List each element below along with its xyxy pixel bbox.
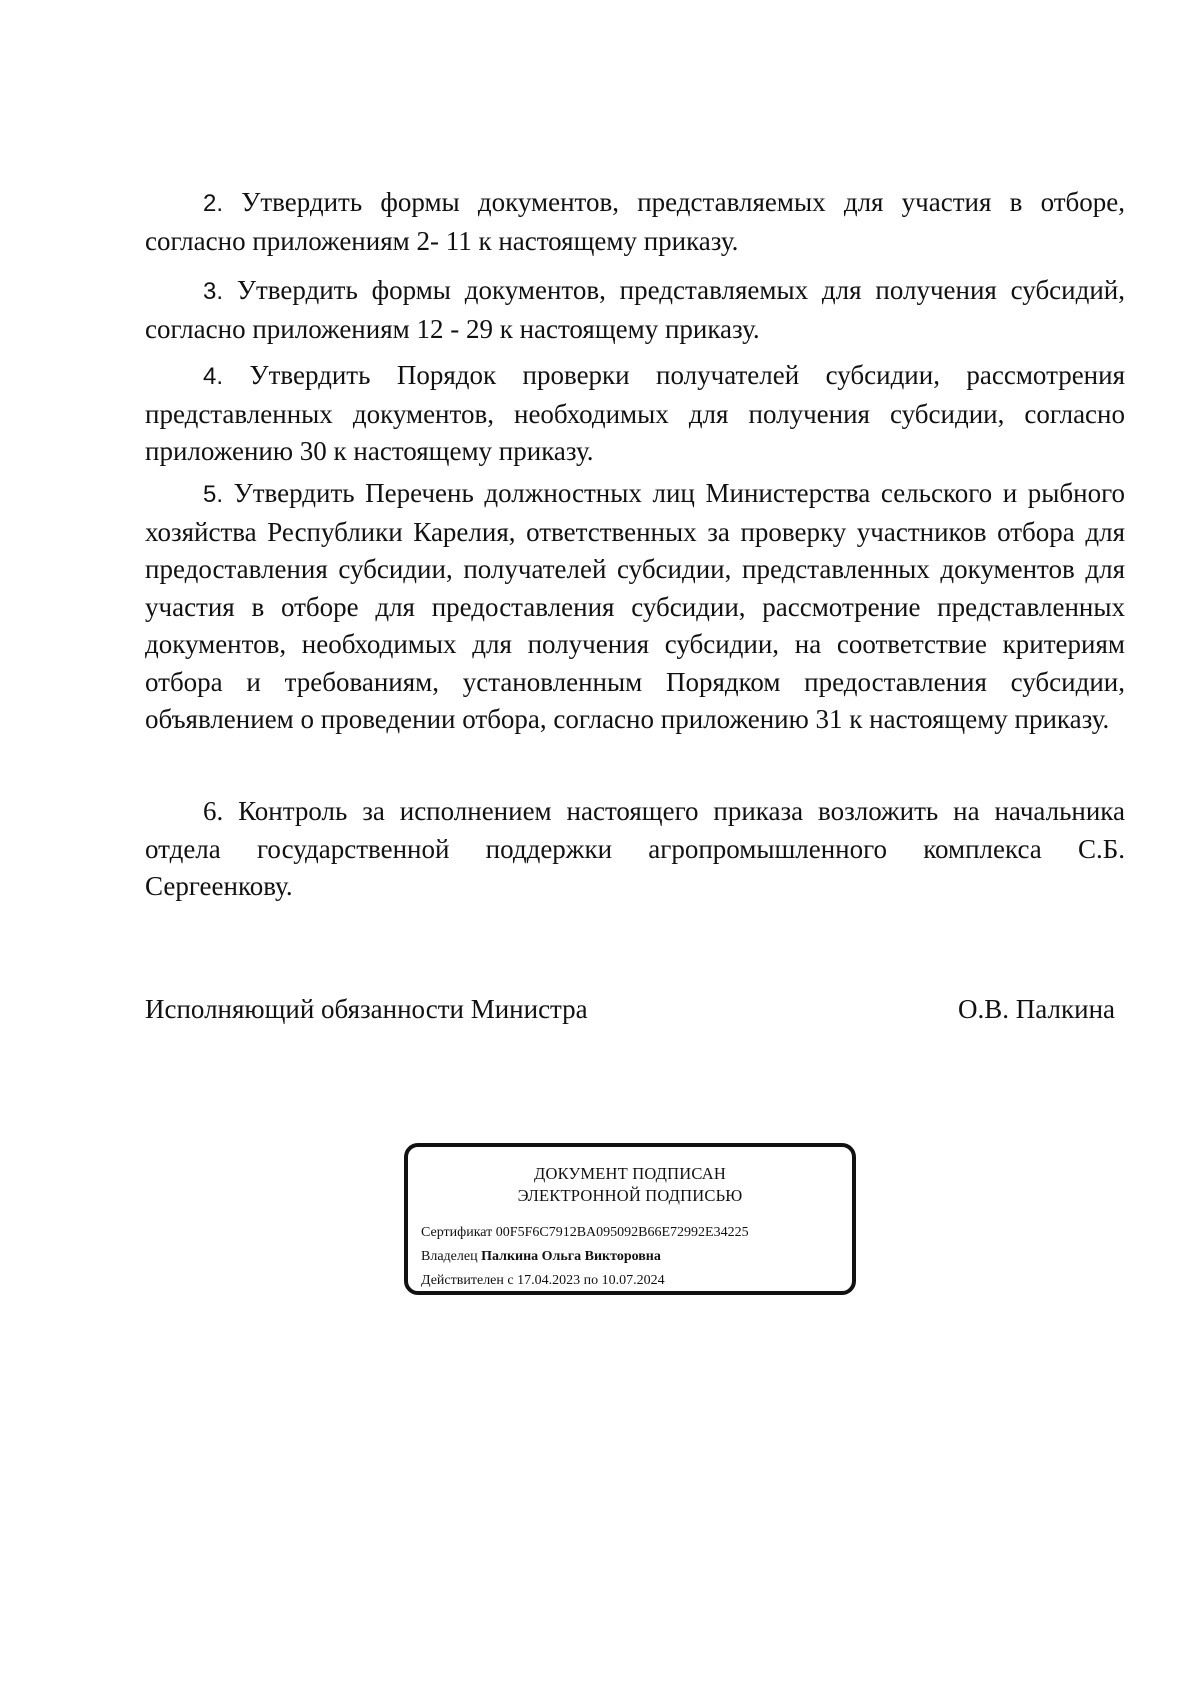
- paragraph-6: [145, 793, 1125, 906]
- paragraph-text: Утвердить Порядок проверки получателей субсидии, рассмотрения представленных документов, необходимых для получения субсидии, согласно приложению 30 к настоящему приказу.: [145, 360, 1125, 466]
- paragraph-number: 3.: [203, 278, 224, 305]
- valid-label: Действителен с: [421, 1273, 514, 1288]
- electronic-signature-stamp: [404, 1143, 856, 1295]
- paragraph-text: Утвердить формы документов, представляемых для получения субсидий, согласно приложениям 12 - 29 к настоящему приказу.: [145, 275, 1125, 344]
- paragraph-4: [145, 357, 1125, 471]
- paragraph-text: Утвердить Перечень должностных лиц Министерства сельского и рыбного хозяйства Республики Карелия, ответственных за проверку участников отбора для предоставления субсидии, получателей субсидии, представленных документов для участия в отборе для предоставления субсидии, рассмотрение представленных документов, необходимых для получения субсидии, на соответствие критериям отбора и требованиям, установленным Порядком предоставления субсидии, объявлением о проведении отбора, согласно приложению 31 к настоящему приказу.: [145, 478, 1125, 734]
- certificate-label: Сертификат: [421, 1225, 493, 1240]
- paragraph-5: [145, 475, 1125, 739]
- signatory-name: О.В. Палкина: [958, 994, 1115, 1024]
- certificate-value: 00F5F6C7912BA095092B66E72992E34225: [495, 1225, 749, 1240]
- paragraph-number: 5.: [203, 481, 224, 508]
- paragraph-number: 4.: [203, 363, 224, 390]
- stamp-title-line2: ЭЛЕКТРОННОЙ ПОДПИСЬЮ: [517, 1186, 743, 1205]
- paragraph-text: Контроль за исполнением настоящего приказа возложить на начальника отдела государственной поддержки агропромышленного комплекса С.Б. Сергеенкову.: [145, 796, 1125, 901]
- paragraph-2: [145, 184, 1125, 260]
- stamp-certificate: [421, 1223, 749, 1243]
- stamp-validity: [421, 1271, 665, 1291]
- stamp-title-line1: ДОКУМЕНТ ПОДПИСАН: [534, 1164, 726, 1183]
- owner-value: Палкина Ольга Викторовна: [481, 1249, 661, 1264]
- paragraph-text: Утвердить формы документов, представляемых для участия в отборе, согласно приложениям 2- 11 к настоящему приказу.: [145, 187, 1125, 256]
- valid-from: 17.04.2023: [517, 1273, 581, 1288]
- valid-to-label: по: [583, 1273, 599, 1288]
- owner-label: Владелец: [421, 1249, 478, 1264]
- signatory-role: Исполняющий обязанности Министра: [145, 994, 588, 1024]
- paragraph-number: 6.: [203, 796, 224, 826]
- stamp-owner: [421, 1247, 661, 1267]
- valid-to: 10.07.2024: [601, 1273, 665, 1288]
- paragraph-number: 2.: [203, 190, 224, 217]
- paragraph-3: [145, 272, 1125, 348]
